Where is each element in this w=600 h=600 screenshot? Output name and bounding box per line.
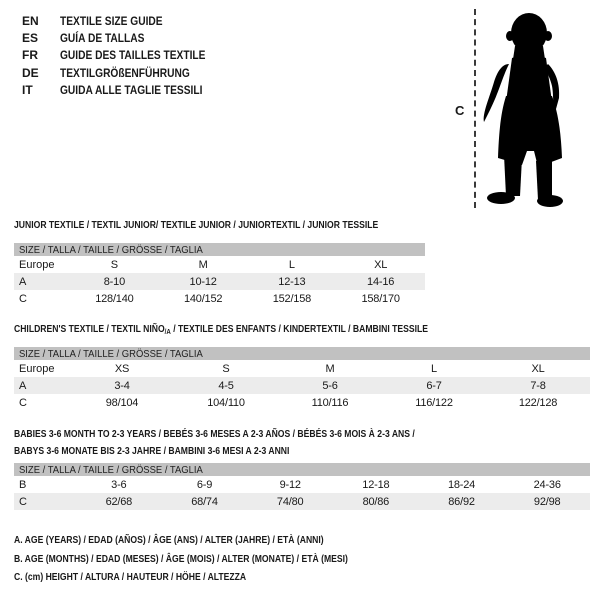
footnote-a: A. AGE (YEARS) / EDAD (AÑOS) / ÂGE (ANS) / ALTER (JAHRE) / ETÀ (ANNI): [14, 534, 324, 547]
footnote-b: B. AGE (MONTHS) / EDAD (MESES) / ÂGE (MOIS) / ALTER (MONATE) / ETÀ (MESI): [14, 552, 348, 565]
babies-table-title: [14, 426, 503, 459]
size-cell: L: [431, 362, 437, 375]
height-cell: 158/170: [361, 292, 400, 305]
babies-size-table: [14, 463, 590, 510]
height-cell: 62/68: [105, 495, 133, 508]
row-label: C: [19, 396, 27, 409]
junior-size-table: [14, 243, 425, 307]
children-size-table: [14, 347, 590, 411]
height-measure-label: C: [455, 103, 465, 118]
size-header-label: SIZE / TALLA / TAILLE / GRÖSSE / TAGLIA: [19, 347, 203, 360]
height-cell: 92/98: [533, 495, 561, 508]
age-cell: 6-7: [426, 379, 442, 392]
children-title-prefix: CHILDREN'S TEXTILE / TEXTIL NIÑO: [14, 323, 165, 335]
size-cell: S: [222, 362, 230, 375]
size-cell: XL: [531, 362, 545, 375]
age-cell: 12-18: [362, 478, 390, 491]
height-cell: 128/140: [95, 292, 134, 305]
row-label: C: [19, 292, 27, 305]
age-cell: 7-8: [530, 379, 546, 392]
baby-silhouette-icon: [482, 10, 566, 208]
height-cell: 122/128: [518, 396, 558, 409]
size-cell: XS: [114, 362, 130, 375]
language-title-list: [22, 12, 231, 99]
table-row: [14, 256, 425, 273]
babies-title-line2: BABYS 3-6 MONATE BIS 2-3 JAHRE / BAMBINI 3-6 MESI A 2-3 ANNI: [14, 444, 290, 457]
table-row: [14, 476, 590, 493]
size-cell: XL: [374, 258, 388, 271]
language-code: ES: [22, 31, 39, 46]
row-label: B: [19, 478, 27, 491]
guide-title-es: GUÍA DE TALLAS: [60, 31, 145, 46]
language-code: DE: [22, 65, 39, 80]
age-cell: 4-5: [218, 379, 234, 392]
row-label: A: [19, 379, 27, 392]
size-cell: S: [110, 258, 118, 271]
size-cell: L: [288, 258, 295, 271]
size-header-row: [14, 243, 425, 256]
table-row: [14, 394, 590, 411]
height-cell: 98/104: [105, 396, 139, 409]
table-row: [14, 273, 425, 290]
children-title-suffix: / TEXTILE DES ENFANTS / KINDERTEXTIL / BAMBINI TESSILE: [170, 323, 429, 335]
guide-title-fr: GUIDE DES TAILLES TEXTILE: [60, 48, 206, 63]
age-cell: 3-6: [111, 478, 127, 491]
language-code: FR: [22, 48, 38, 63]
age-cell: 12-13: [278, 275, 306, 288]
language-row-fr: [22, 47, 231, 64]
size-cell: M: [325, 362, 335, 375]
size-header-label: SIZE / TALLA / TAILLE / GRÖSSE / TAGLIA: [19, 463, 203, 476]
height-cell: 152/158: [272, 292, 312, 305]
height-cell: 86/92: [448, 495, 475, 508]
height-cell: 116/122: [415, 396, 453, 409]
language-row-it: [22, 82, 231, 99]
age-cell: 5-6: [322, 379, 338, 392]
row-label: C: [19, 495, 27, 508]
size-cell: M: [198, 258, 208, 271]
size-header-label: SIZE / TALLA / TAILLE / GRÖSSE / TAGLIA: [19, 243, 203, 256]
age-cell: 24-36: [533, 478, 561, 491]
row-label: Europe: [19, 362, 55, 375]
age-cell: 8-10: [103, 275, 125, 288]
table-row: [14, 290, 425, 307]
age-cell: 18-24: [447, 478, 476, 491]
age-cell: 9-12: [279, 478, 301, 491]
size-header-row: [14, 463, 590, 476]
language-code: EN: [22, 13, 39, 28]
junior-table-title: JUNIOR TEXTILE / TEXTIL JUNIOR/ TEXTILE JUNIOR / JUNIORTEXTIL / JUNIOR TESSILE: [14, 219, 379, 231]
footnote-c: C. (cm) HEIGHT / ALTURA / HAUTEUR / HÖHE / ALTEZZA: [14, 571, 247, 584]
children-title-subscript: /A: [164, 327, 171, 336]
age-cell: 10-12: [189, 275, 217, 288]
table-row: [14, 493, 590, 510]
table-row: [14, 360, 590, 377]
height-measure-dashed-line: [474, 9, 476, 208]
size-header-row: [14, 347, 590, 360]
row-label: A: [19, 275, 27, 288]
age-cell: 14-16: [367, 275, 395, 288]
footnote-legend: [14, 531, 421, 587]
language-row-en: [22, 12, 231, 29]
height-cell: 80/86: [362, 495, 390, 508]
language-code: IT: [22, 83, 33, 98]
language-row-de: [22, 64, 231, 81]
children-table-title: [14, 321, 428, 341]
guide-title-it: GUIDA ALLE TAGLIE TESSILI: [60, 83, 203, 98]
babies-title-line1: BABIES 3-6 MONTH TO 2-3 YEARS / BEBÉS 3-6 MESES A 2-3 AÑOS / BÉBÉS 3-6 MOIS À 2-3 ANS /: [14, 428, 415, 440]
height-cell: 68/74: [191, 495, 218, 508]
guide-title-de: TEXTILGRÖßENFÜHRUNG: [60, 65, 190, 80]
height-cell: 140/152: [183, 292, 223, 305]
language-row-es: [22, 29, 231, 46]
height-cell: 110/116: [311, 396, 349, 409]
table-row: [14, 377, 590, 394]
age-cell: 3-4: [114, 379, 130, 392]
row-label: Europe: [19, 258, 55, 271]
guide-title-en: TEXTILE SIZE GUIDE: [60, 13, 163, 28]
height-cell: 104/110: [207, 396, 245, 409]
height-cell: 74/80: [276, 495, 304, 508]
age-cell: 6-9: [196, 478, 213, 491]
